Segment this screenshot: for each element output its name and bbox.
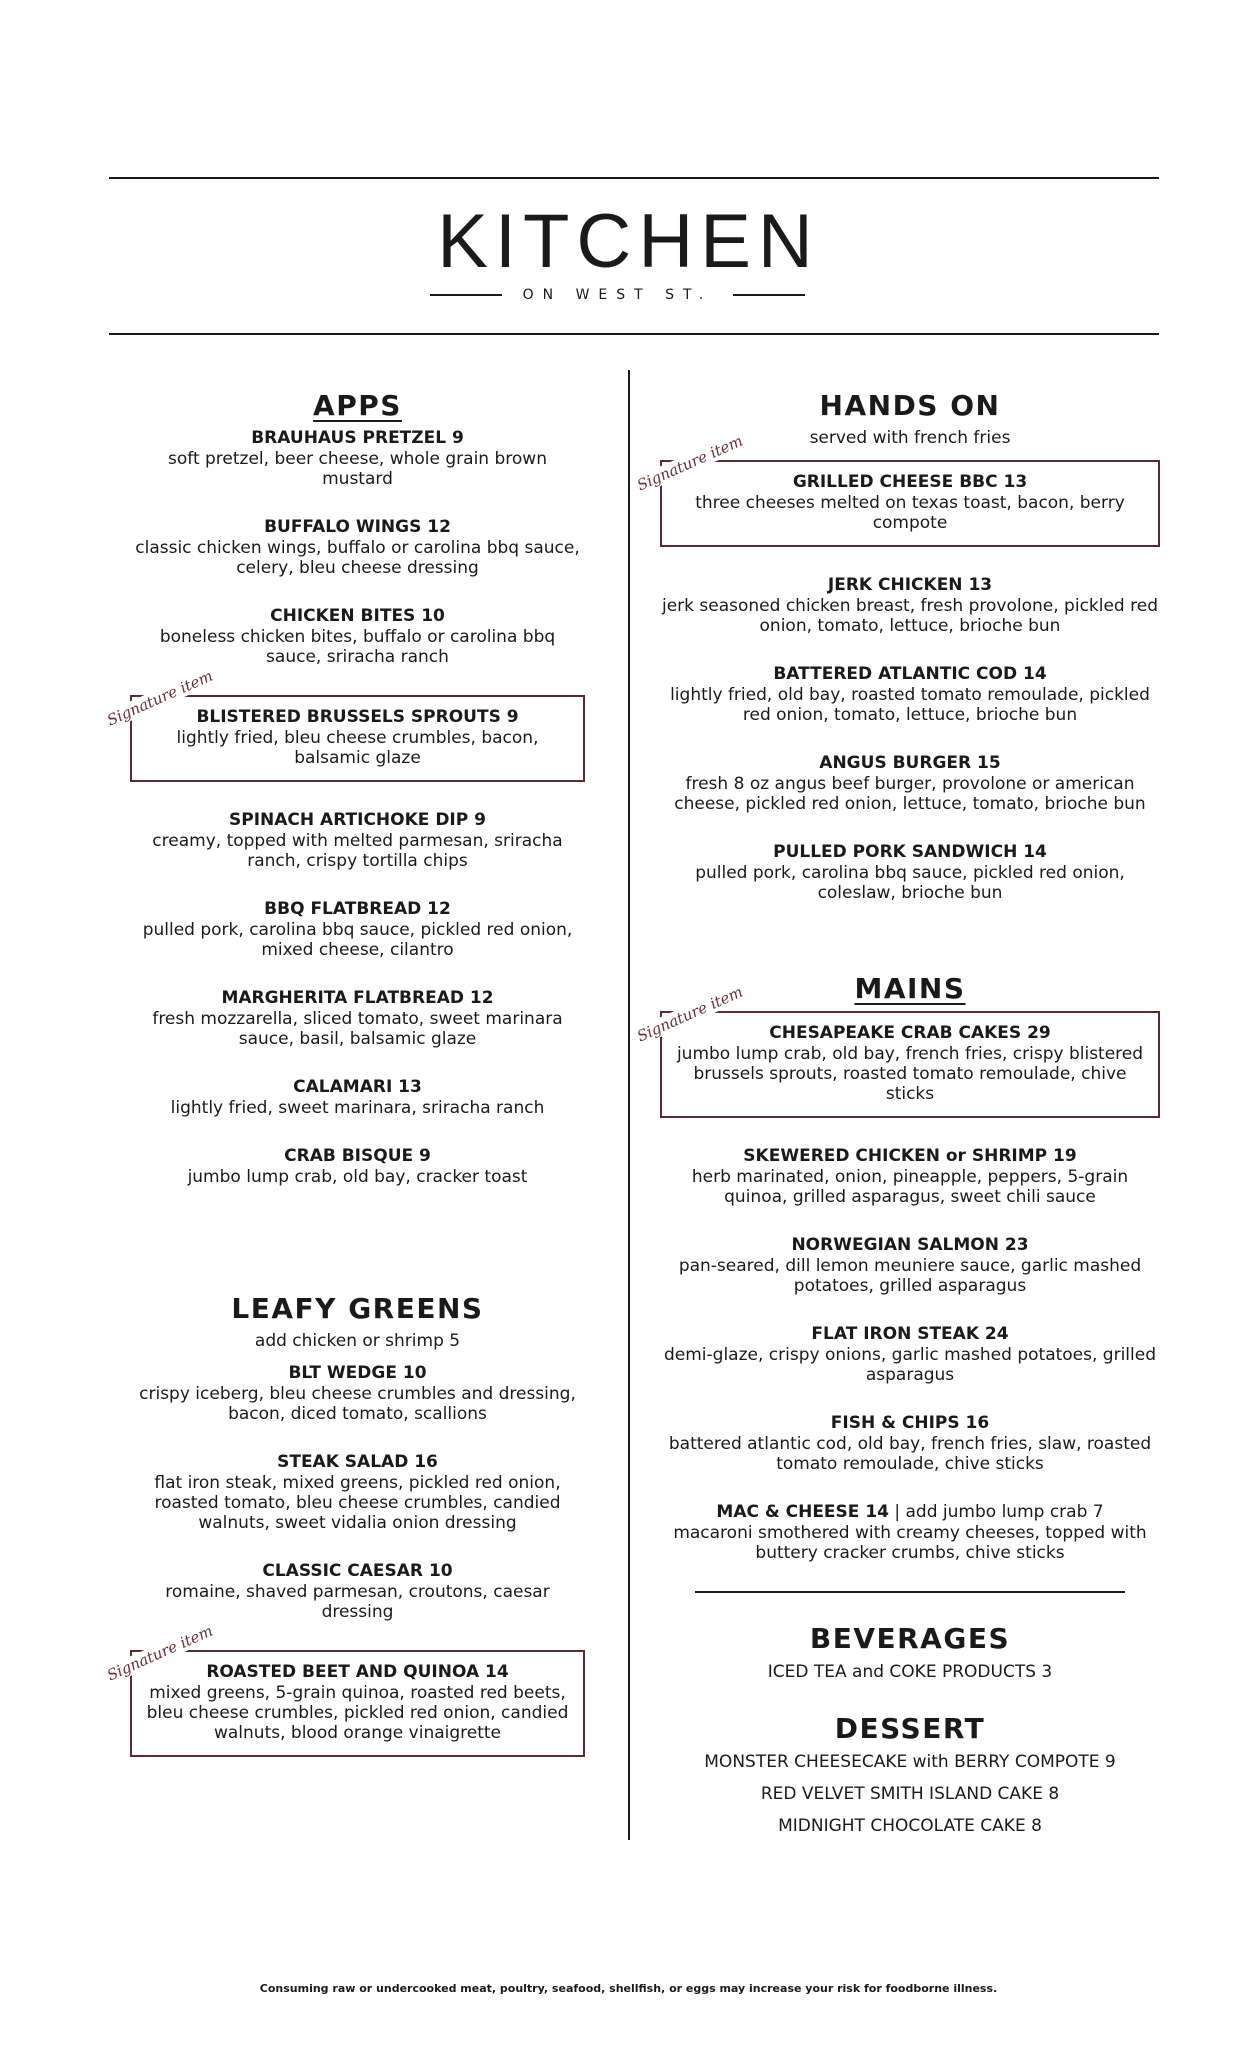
mains-section — [634, 967, 1160, 1563]
menu-item-description: boneless chicken bites, buffalo or carolina bbq sauce, sriracha ranch — [159, 627, 556, 667]
menu-item-description: pulled pork, carolina bbq sauce, pickled red onion, coleslaw, brioche bun — [695, 863, 1125, 903]
menu-item-description: pan-seared, dill lemon meuniere sauce, garlic mashed potatoes, grilled asparagus — [678, 1256, 1142, 1296]
section-title-apps: APPS — [313, 389, 402, 422]
menu-item — [130, 1363, 585, 1424]
menu-item-name: BATTERED ATLANTIC COD 14 — [773, 664, 1047, 684]
section-title-dessert: DESSERT — [834, 1712, 986, 1745]
signature-item-label: Signature item — [102, 1620, 219, 1685]
beverages-divider — [695, 1591, 1125, 1593]
menu-item — [130, 1077, 585, 1118]
menu-item-name: BUFFALO WINGS 12 — [264, 517, 451, 537]
menu-item — [146, 707, 569, 768]
leafy-greens-note: add chicken or shrimp 5 — [254, 1331, 461, 1351]
apps-items — [104, 428, 585, 1187]
menu-item-description: soft pretzel, beer cheese, whole grain brown mustard — [168, 449, 547, 489]
menu-item-name: BLT WEDGE 10 — [288, 1363, 427, 1383]
menu-item — [130, 606, 585, 667]
menu-item-description: macaroni smothered with creamy cheeses, topped with buttery cracker crumbs, chive sticks — [673, 1523, 1147, 1563]
menu-item — [676, 472, 1144, 533]
menu-item — [130, 810, 585, 871]
menu-item — [660, 1146, 1160, 1207]
menu-item — [130, 899, 585, 960]
menu-item — [676, 1023, 1144, 1104]
section-title-hands-on: HANDS ON — [819, 389, 1001, 422]
menu-item-description: pulled pork, carolina bbq sauce, pickled red onion, mixed cheese, cilantro — [142, 920, 573, 960]
menu-item-description: mixed greens, 5-grain quinoa, roasted red beets, bleu cheese crumbles, pickled red onion, candied walnuts, blood orange vinaigrette — [146, 1683, 569, 1743]
menu-item — [660, 1235, 1160, 1296]
menu-item-description: classic chicken wings, buffalo or carolina bbq sauce, celery, bleu cheese dressing — [135, 538, 580, 578]
menu-item-name: FLAT IRON STEAK 24 — [811, 1324, 1009, 1344]
dessert-item: MONSTER CHEESECAKE with BERRY COMPOTE 9 — [704, 1752, 1116, 1772]
menu-item-description: romaine, shaved parmesan, croutons, caesar dressing — [165, 1582, 550, 1622]
header-bottom-rule — [109, 333, 1159, 335]
menu-item — [660, 1413, 1160, 1474]
right-column — [634, 384, 1160, 1847]
menu-item-name: BBQ FLATBREAD 12 — [264, 899, 451, 919]
menu-item-name: MARGHERITA FLATBREAD 12 — [221, 988, 494, 1008]
footer-disclaimer: Consuming raw or undercooked meat, poultry, seafood, shellfish, or eggs may increase your risk for foodborne illness. — [259, 1982, 998, 1995]
dessert-item: MIDNIGHT CHOCOLATE CAKE 8 — [778, 1816, 1042, 1836]
menu-item-description: fresh mozzarella, sliced tomato, sweet marinara sauce, basil, balsamic glaze — [152, 1009, 563, 1049]
menu-item — [660, 753, 1160, 814]
menu-item — [130, 428, 585, 489]
section-title-mains: MAINS — [854, 972, 966, 1005]
brand-title: KITCHEN — [437, 199, 820, 284]
menu-item-name: CHESAPEAKE CRAB CAKES 29 — [769, 1023, 1051, 1043]
menu-item — [660, 575, 1160, 636]
menu-item-description: jumbo lump crab, old bay, french fries, crispy blistered brussels sprouts, roasted tomato remoulade, chive sticks — [676, 1044, 1144, 1104]
hands-on-note: served with french fries — [809, 428, 1011, 448]
top-rule — [109, 177, 1159, 179]
apps-section — [104, 384, 585, 1187]
section-title-leafy-greens: LEAFY GREENS — [231, 1292, 484, 1325]
menu-item-name: FISH & CHIPS 16 — [830, 1413, 990, 1433]
menu-item-name: CRAB BISQUE 9 — [284, 1146, 431, 1166]
left-column — [104, 384, 585, 1785]
menu-item-description: flat iron steak, mixed greens, pickled red onion, roasted tomato, bleu cheese crumbles, candied walnuts, sweet vidalia onion dressing — [154, 1473, 561, 1533]
brand-subtitle-block — [430, 283, 805, 307]
signature-item-box — [104, 666, 585, 782]
menu-item-description: battered atlantic cod, old bay, french fries, slaw, roasted tomato remoulade, chive sticks — [668, 1434, 1152, 1474]
dessert-item: RED VELVET SMITH ISLAND CAKE 8 — [760, 1784, 1060, 1804]
column-divider — [628, 370, 630, 1840]
menu-item-name: GRILLED CHEESE BBC 13 — [792, 472, 1028, 492]
menu-item — [660, 1324, 1160, 1385]
menu-item-name: BLISTERED BRUSSELS SPROUTS 9 — [196, 707, 519, 727]
signature-item-label: Signature item — [102, 665, 219, 730]
menu-item-description: crispy iceberg, bleu cheese crumbles and dressing, bacon, diced tomato, scallions — [139, 1384, 576, 1424]
hands-on-section — [634, 384, 1160, 903]
menu-item-name: ROASTED BEET AND QUINOA 14 — [206, 1662, 509, 1682]
signature-item-label: Signature item — [632, 981, 749, 1046]
brand-header — [0, 199, 1257, 284]
menu-item-name: CHICKEN BITES 10 — [270, 606, 445, 626]
menu-item — [660, 842, 1160, 903]
menu-item-name: JERK CHICKEN 13 — [827, 575, 993, 595]
menu-item-description: fresh 8 oz angus beef burger, provolone or american cheese, pickled red onion, lettuce, tomato, brioche bun — [674, 774, 1146, 814]
menu-item-name: SKEWERED CHICKEN or SHRIMP 19 — [743, 1146, 1077, 1166]
menu-item-description: lightly fried, old bay, roasted tomato remoulade, pickled red onion, tomato, lettuce, brioche bun — [670, 685, 1150, 725]
menu-item — [660, 1502, 1160, 1563]
beverages-section — [660, 1617, 1160, 1683]
menu-item — [130, 517, 585, 578]
menu-item-description: herb marinated, onion, pineapple, peppers, 5-grain quinoa, grilled asparagus, sweet chili sauce — [691, 1167, 1129, 1207]
menu-item-name: MAC & CHEESE 14 | add jumbo lump crab 7 — [716, 1502, 1104, 1522]
dessert-items — [660, 1751, 1160, 1837]
menu-item-addon: | add jumbo lump crab 7 — [888, 1502, 1104, 1522]
menu-item-name: CLASSIC CAESAR 10 — [262, 1561, 453, 1581]
menu-item — [130, 1146, 585, 1187]
menu-item-name: ANGUS BURGER 15 — [819, 753, 1001, 773]
menu-item — [660, 664, 1160, 725]
section-title-beverages: BEVERAGES — [809, 1622, 1011, 1655]
menu-item-name: NORWEGIAN SALMON 23 — [791, 1235, 1029, 1255]
menu-item-name: PULLED PORK SANDWICH 14 — [773, 842, 1047, 862]
menu-item-name: STEAK SALAD 16 — [277, 1452, 438, 1472]
dessert-section — [660, 1707, 1160, 1837]
beverages-line: ICED TEA and COKE PRODUCTS 3 — [767, 1662, 1053, 1682]
leafy-greens-section — [104, 1287, 585, 1757]
signature-item-box — [104, 1621, 585, 1757]
menu-item-description: three cheeses melted on texas toast, bacon, berry compote — [695, 493, 1125, 533]
menu-item — [130, 1452, 585, 1533]
menu-item-description: jerk seasoned chicken breast, fresh provolone, pickled red onion, tomato, lettuce, brioche bun — [662, 596, 1158, 636]
subtitle-line-right — [733, 294, 805, 296]
menu-item — [146, 1662, 569, 1743]
menu-item-description: creamy, topped with melted parmesan, sriracha ranch, crispy tortilla chips — [152, 831, 563, 871]
menu-item-description: demi-glaze, crispy onions, garlic mashed potatoes, grilled asparagus — [663, 1345, 1157, 1385]
menu-item-description: lightly fried, sweet marinara, sriracha ranch — [170, 1098, 545, 1118]
menu-item — [130, 1561, 585, 1622]
menu-item — [130, 988, 585, 1049]
menu-item-name: BRAUHAUS PRETZEL 9 — [251, 428, 464, 448]
menu-item-description: lightly fried, bleu cheese crumbles, bacon, balsamic glaze — [176, 728, 539, 768]
signature-item-label: Signature item — [632, 430, 749, 495]
menu-item-name: SPINACH ARTICHOKE DIP 9 — [229, 810, 486, 830]
leafy-greens-items — [104, 1363, 585, 1757]
menu-item-name: CALAMARI 13 — [293, 1077, 422, 1097]
brand-subtitle: ON WEST ST. — [522, 287, 713, 303]
menu-item-description: jumbo lump crab, old bay, cracker toast — [187, 1167, 528, 1187]
